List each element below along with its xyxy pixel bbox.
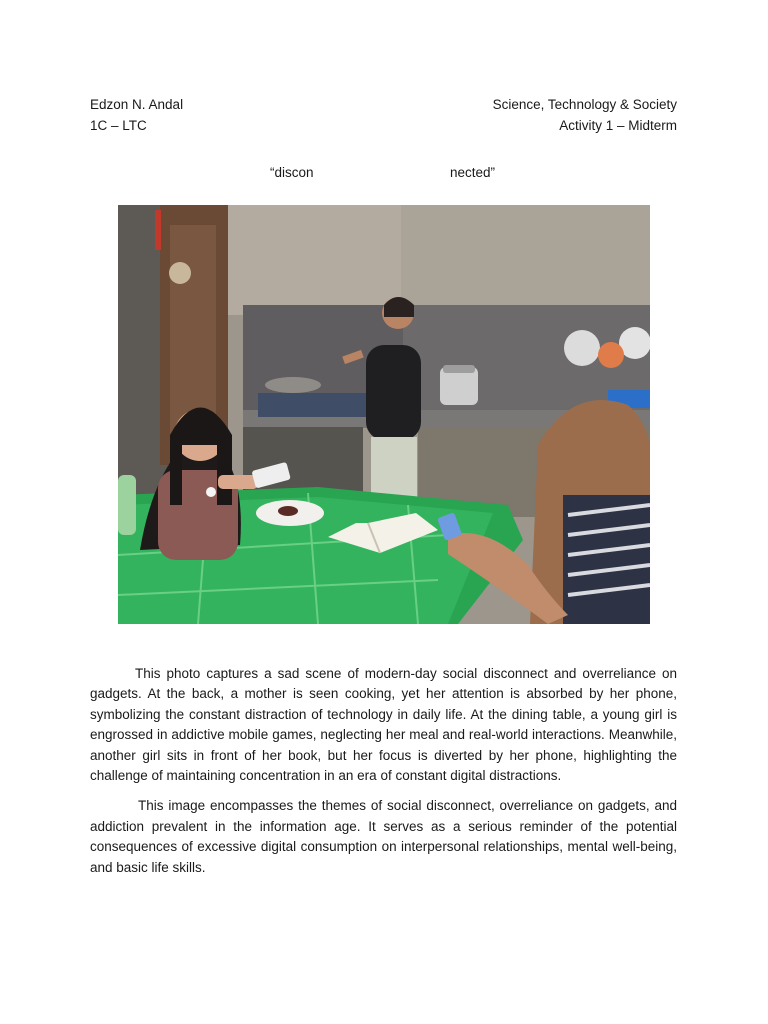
kitchen-photo (118, 205, 650, 624)
header-right (493, 94, 677, 136)
paragraph-1: This photo captures a sad scene of modern-day social disconnect and overreliance on gadgets. At the back, a mother is seen cooking, yet her attention is absorbed by her phone, symbolizing the constant distraction of technology in daily life. At the dining table, a young girl is engrossed in addictive mobile games, neglecting her meal and real-world interactions. Meanwhile, another girl sits in front of her book, but her focus is diverted by her phone, highlighting the challenge of maintaining concentration in an era of constant digital distractions. (90, 666, 677, 784)
body-text (90, 664, 677, 888)
header-left (90, 94, 183, 136)
paragraph-2: This image encompasses the themes of social disconnect, overreliance on gadgets, and addiction prevalent in the information age. It serves as a serious reminder of the potential consequences of excessive digital consumption on interpersonal relationships, mental well-being, and basic life skills. (90, 798, 677, 875)
course-name: Science, Technology & Society (492, 97, 677, 112)
title-part-1: “discon (270, 165, 314, 180)
title-part-2: nected” (450, 165, 496, 180)
class-section: 1C – LTC (90, 118, 147, 133)
activity-label: Activity 1 – Midterm (559, 118, 677, 133)
author-name: Edzon N. Andal (90, 97, 184, 112)
